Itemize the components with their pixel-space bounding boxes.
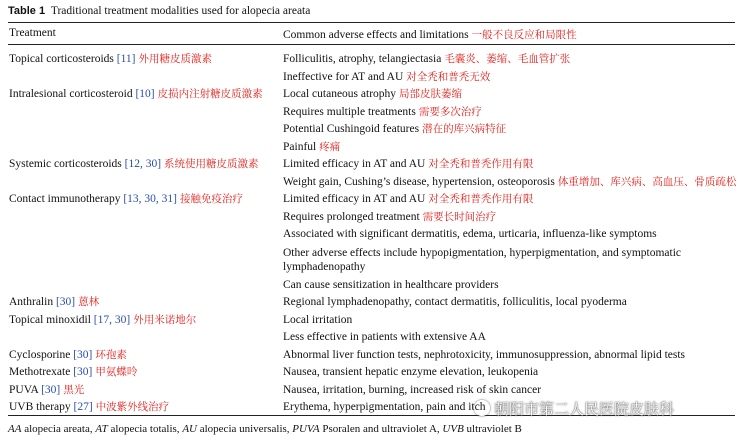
treatment-cn-annotation: 蒽林 <box>78 296 100 308</box>
reference-link[interactable]: [17, 30] <box>93 313 131 326</box>
treatment-name: Cyclosporine <box>9 348 71 361</box>
reference-link[interactable]: [10] <box>135 88 155 100</box>
effect-line <box>283 139 506 157</box>
treatment-cn-annotation: 皮损内注射糖皮质激素 <box>157 88 263 100</box>
effect-line <box>283 121 506 139</box>
effect-cn-annotation: 潜在的库兴病特征 <box>422 123 507 135</box>
effect-text: Associated with significant dermatitis, edema, urticaria, influenza-like symptoms <box>283 228 657 240</box>
effect-cn-annotation: 局部皮肤萎缩 <box>399 88 463 100</box>
treatment-name: Anthralin <box>9 296 54 308</box>
effect-text: Nausea, irritation, burning, increased risk of skin cancer <box>283 383 542 396</box>
effect-line <box>283 244 703 277</box>
treatment-cn-annotation: 甲氨蝶呤 <box>95 366 138 378</box>
treatment-name: PUVA <box>9 383 39 396</box>
effect-cn-annotation: 需要多次治疗 <box>418 105 482 118</box>
watermark <box>474 398 674 419</box>
treatment-cell <box>9 382 84 400</box>
effect-text: Weight gain, Cushing’s disease, hypertension, osteoporosis <box>283 175 555 188</box>
effect-cn-annotation: 对全秃和普秃无效 <box>406 70 491 83</box>
treatment-cn-annotation: 外用糖皮质激素 <box>138 53 213 65</box>
effect-line <box>283 174 736 192</box>
effects-cell <box>283 191 703 294</box>
table-header-rule <box>8 44 735 45</box>
table-top-rule <box>8 22 735 23</box>
effects-cell <box>283 312 486 347</box>
treatment-cell <box>9 156 259 174</box>
reference-link[interactable]: [30] <box>73 366 93 378</box>
wechat-icon <box>474 400 490 416</box>
treatment-cn-annotation: 接触免疫治疗 <box>180 193 244 205</box>
effect-line <box>283 277 703 295</box>
table-label: Table 1 <box>8 5 46 17</box>
effect-text: Erythema, hyperpigmentation, pain and itch <box>283 401 486 413</box>
treatment-cell <box>9 294 99 312</box>
effects-cell <box>283 86 506 156</box>
effect-cn-annotation: 毛囊炎、萎缩、毛血管扩张 <box>444 53 571 65</box>
effect-text: Requires multiple treatments <box>283 105 416 118</box>
effect-cn-annotation: 疼痛 <box>319 140 341 153</box>
effects-cell <box>283 382 541 400</box>
effect-line <box>283 51 570 69</box>
treatment-cell <box>9 191 243 209</box>
effect-line <box>283 156 736 174</box>
effect-text: Limited efficacy in AT and AU <box>283 158 426 170</box>
treatment-name: Contact immunotherapy <box>9 193 121 205</box>
effect-line <box>283 104 506 122</box>
effect-text: Less effective in patients with extensive AA <box>283 331 486 343</box>
effect-line <box>283 347 685 365</box>
effect-text: Painful <box>283 140 317 153</box>
effect-line <box>283 312 486 330</box>
effect-cn-annotation: 对全秃和普秃作用有限 <box>428 193 534 205</box>
table-caption <box>8 5 310 17</box>
effect-line <box>283 209 703 227</box>
effects-cell <box>283 347 685 365</box>
table-title: Traditional treatment modalities used for alopecia areata <box>50 5 311 17</box>
reference-link[interactable]: [11] <box>116 53 136 65</box>
treatment-cell <box>9 399 169 417</box>
header-effects-cn: 一般不良反应和局限性 <box>471 29 577 41</box>
effect-text: Abnormal liver function tests, nephrotoxicity, immunosuppression, abnormal lipid tests <box>283 348 686 361</box>
effect-text: Other adverse effects include hypopigmentation, hyperpigmentation, and symptomatic lymphadenopathy <box>283 246 682 273</box>
effect-cn-annotation: 需要长时间治疗 <box>422 210 497 223</box>
header-treatment: Treatment <box>9 27 56 39</box>
effect-text: Nausea, transient hepatic enzyme elevation, leukopenia <box>283 366 539 378</box>
effect-line <box>283 382 541 400</box>
effects-cell <box>283 51 570 86</box>
effect-line <box>283 329 486 347</box>
effect-text: Folliculitis, atrophy, telangiectasia <box>283 53 442 65</box>
treatment-cn-annotation: 环孢素 <box>95 348 127 361</box>
effect-cn-annotation: 体重增加、库兴病、高血压、骨质疏松 <box>557 175 737 188</box>
treatment-name: Intralesional corticosteroid <box>9 88 133 100</box>
effect-line <box>283 399 485 417</box>
effect-cn-annotation: 对全秃和普秃作用有限 <box>428 158 534 170</box>
treatment-name: UVB therapy <box>9 401 71 413</box>
effect-line <box>283 69 570 87</box>
reference-link[interactable]: [27] <box>73 401 93 413</box>
effect-line <box>283 86 506 104</box>
effects-cell <box>283 156 736 191</box>
reference-link[interactable]: [30] <box>55 296 76 308</box>
reference-link[interactable]: [30] <box>41 383 61 396</box>
treatment-cn-annotation: 外用米诺地尔 <box>133 313 197 326</box>
header-effects-label: Common adverse effects and limitations <box>283 29 469 41</box>
effect-text: Limited efficacy in AT and AU <box>283 193 426 205</box>
reference-link[interactable]: [12, 30] <box>124 158 162 170</box>
effects-cell <box>283 294 627 312</box>
effect-line <box>283 294 627 312</box>
effect-line <box>283 364 538 382</box>
effect-text: Local irritation <box>283 313 353 326</box>
watermark-text: 朝阳市第二人民医院皮肤科 <box>494 400 675 418</box>
treatment-name: Systemic corticosteroids <box>9 158 122 170</box>
effect-text: Ineffective for AT and AU <box>283 70 404 83</box>
treatment-cell <box>9 51 212 69</box>
treatment-cn-annotation: 中波紫外线治疗 <box>95 401 170 413</box>
reference-link[interactable]: [30] <box>73 348 93 361</box>
effect-text: Can cause sensitization in healthcare providers <box>283 278 499 291</box>
treatment-cn-annotation: 黑光 <box>63 383 85 396</box>
reference-link[interactable]: [13, 30, 31] <box>123 193 178 205</box>
treatment-cell <box>9 347 127 365</box>
effect-line <box>283 191 703 209</box>
treatment-cell <box>9 312 196 330</box>
treatment-name: Methotrexate <box>9 366 71 378</box>
treatment-cn-annotation: 系统使用糖皮质激素 <box>164 158 259 170</box>
table-footnote: AA alopecia areata, AT alopecia totalis, AU alopecia universalis, PUVA Psoralen and ultraviolet A, UVB ultraviolet B <box>8 423 522 435</box>
treatment-cell <box>9 86 263 104</box>
effect-text: Local cutaneous atrophy <box>283 88 397 100</box>
effect-line <box>283 226 703 244</box>
treatment-cell <box>9 364 137 382</box>
header-effects <box>283 27 577 42</box>
effect-text: Regional lymphadenopathy, contact dermatitis, folliculitis, local pyoderma <box>283 296 627 308</box>
effect-text: Requires prolonged treatment <box>283 210 420 223</box>
effect-text: Potential Cushingoid features <box>283 123 420 135</box>
treatment-name: Topical minoxidil <box>9 313 91 326</box>
effects-cell <box>283 364 538 382</box>
effects-cell <box>283 399 485 417</box>
treatment-name: Topical corticosteroids <box>9 53 114 65</box>
